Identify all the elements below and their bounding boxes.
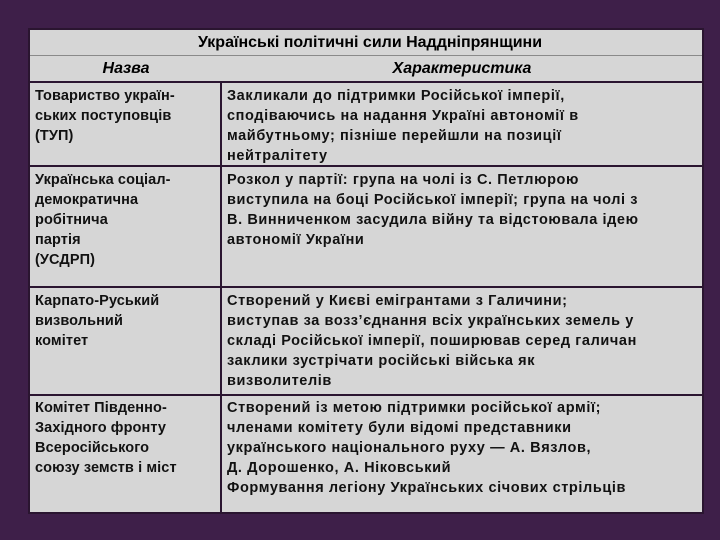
cell-line: Карпато-Руський	[35, 293, 160, 309]
cell-line: Створений у Києві емігрантами з Галичини;	[227, 293, 568, 309]
table-title-text: Українські політичні сили Наддніпрянщини	[197, 34, 543, 51]
cell-line: Товариство україн-	[35, 88, 175, 104]
header-divider	[30, 81, 702, 83]
table-row-2-characteristic	[227, 170, 639, 250]
cell-line: автономії України	[227, 232, 365, 248]
cell-line: Д. Дорошенко, А. Ніковський	[227, 460, 452, 476]
cell-line: членами комітету були відомі представники	[227, 420, 572, 436]
cell-line: виступила на боці Російської імперії; група на чолі з	[227, 192, 639, 208]
cell-line: (ТУП)	[35, 128, 74, 144]
cell-line: складі Російської імперії, поширював серед галичан	[227, 333, 637, 349]
column-header-characteristic: Характеристика	[392, 60, 532, 77]
cell-line: робітнича	[35, 212, 108, 228]
table-row-4-name	[35, 398, 177, 478]
cell-line: ських поступовців	[35, 108, 172, 124]
table-row-1-characteristic	[227, 86, 579, 166]
table-row-3-characteristic	[227, 291, 637, 391]
cell-line: Створений із метою підтримки російської армії;	[227, 400, 602, 416]
cell-line: українського національного руху — А. Вязлов,	[227, 440, 592, 456]
column-divider	[220, 82, 222, 514]
cell-line: Розкол у партії: група на чолі із С. Петлюрою	[227, 172, 579, 188]
cell-line: (УСДРП)	[35, 252, 96, 268]
cell-line: нейтралітету	[227, 148, 328, 164]
cell-line: майбутньому; пізніше перейшли на позиції	[227, 128, 562, 144]
table-row-1-name	[35, 86, 175, 146]
cell-line: В. Винниченком засудила війну та відстоювала ідею	[227, 212, 639, 228]
cell-line: Західного фронту	[35, 420, 167, 436]
cell-line: Закликали до підтримки Російської імперії,	[227, 88, 565, 104]
political-forces-table	[28, 28, 704, 514]
table-row-2-name	[35, 170, 171, 270]
table-row-4-characteristic	[227, 398, 626, 498]
row-divider	[30, 286, 702, 288]
cell-line: виступав за возз’єднання всіх українських земель у	[227, 313, 634, 329]
table-title	[30, 30, 702, 56]
cell-line: визвольний	[35, 313, 123, 329]
cell-line: комітет	[35, 333, 89, 349]
column-header-name: Назва	[102, 60, 150, 77]
cell-line: визволителів	[227, 373, 332, 389]
cell-line: Всеросійського	[35, 440, 150, 456]
cell-line: партія	[35, 232, 81, 248]
cell-line: Українська соціал-	[35, 172, 171, 188]
cell-line: демократична	[35, 192, 139, 208]
cell-line: Комітет Південно-	[35, 400, 167, 416]
cell-line: заклики зустрічати російські війська як	[227, 353, 536, 369]
cell-line: Формування легіону Українських січових стрільців	[227, 480, 626, 496]
cell-line: союзу земств і міст	[35, 460, 177, 476]
cell-line: сподіваючись на надання Україні автономії в	[227, 108, 579, 124]
table-row-3-name	[35, 291, 159, 351]
row-divider	[30, 394, 702, 396]
